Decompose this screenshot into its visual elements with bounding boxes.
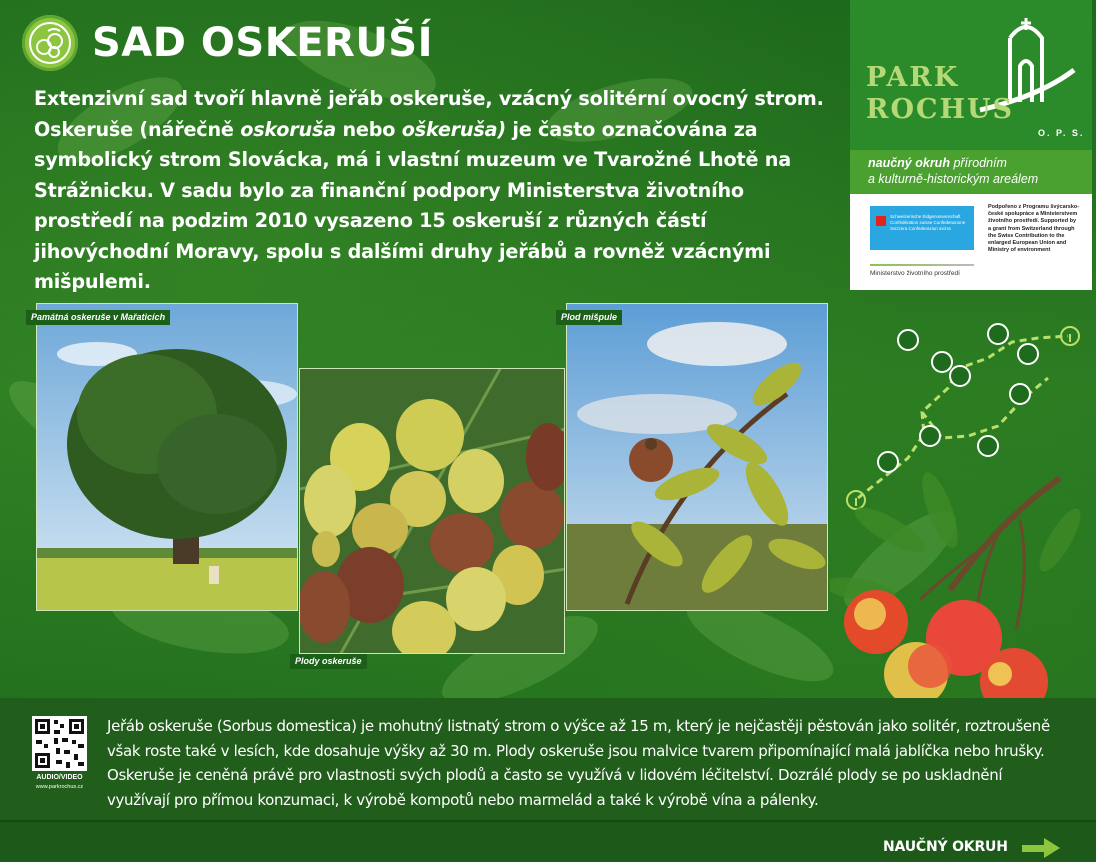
logo-park: PARK [866,62,960,93]
ministry-divider [870,264,974,266]
intro-part2: nebo [335,117,402,141]
intro-text [34,84,834,298]
sponsor-block [864,200,1084,288]
caption-tree: Památná oskeruše v Mařaticích [26,310,170,325]
tagline [850,150,1092,194]
fruit-circle-icon [22,15,78,71]
logo-rochus: ROCHUS [866,94,1015,125]
tree-image [37,304,298,611]
park-rochus-logo [850,0,1092,150]
qr-code[interactable] [32,716,87,771]
photo-fruits [299,368,565,654]
title-row [22,12,433,74]
intro-part3: je často označována za symbolický strom Slovácka, má i vlastní muzeum ve Tvarožné Lhotě na Strážnicku. V sadu bylo za finanční podpory Ministerstva životního prostředí na podzim 2010 vysazeno 15 oskeruší z různých částí jihovýchodní Moravy, spolu s dalšími druhy jeřábů a rovněž vzácnými mišpulemi. [34,117,791,293]
caption-medlar: Plod mišpule [556,310,622,325]
qr-label: AUDIO/VIDEO [36,774,83,781]
logo-ops: O. P. S. [1038,128,1085,138]
support-text: Podpořeno z Programu švýcarsko-české spolupráce a Ministerstvem životního prostředí. Supported by a grant from Switzerland through the Swiss Contribution to the enlarged European Union and Ministry of environment [988,204,1080,254]
swiss-flag-icon [876,216,886,226]
intro-part1: Extenzivní sad tvoří hlavně jeřáb oskeruše, vzácný solitérní ovocný strom. Oskeruše (nářečně [34,87,824,141]
tagline-rest: přírodním [949,156,1007,170]
qr-code-icon [32,716,87,771]
ministry-label: Ministerstvo životního prostředí [870,270,960,277]
swiss-logo [870,206,974,250]
description-text: Jeřáb oskeruše (Sorbus domestica) je mohutný listnatý strom o výšce až 15 m, který je nejčastěji pěstován jako solitér, roztroušeně však roste také v lesích, kde dosahuje výšky až 30 m. Plody oskeruše jsou malvice tvarem připomínající malá jablíčka nebo hrušky. Oskeruše je ceněná právě pro vlastnosti svých plodů a často se využívá v lidovém léčitelství. Dozrálé plody se po uskladnění využívají pro přímou konzumaci, k výrobě kompotů nebo marmelád a také k výrobě vína a pálenky. [107,717,1050,809]
photo-medlar [566,303,828,611]
intro-term1: oskoruša [240,117,336,141]
tagline-bold: naučný okruh [868,156,950,170]
fruits-image [300,369,565,654]
nav-label[interactable]: NAUČNÝ OKRUH [883,839,1008,855]
intro-term2: oškeruša) [401,117,506,141]
logo-panel [850,0,1092,290]
qr-url: www.parkrochus.cz [35,784,84,790]
tagline-line2: a kulturně-historickým areálem [868,172,1039,186]
caption-fruits: Plody oskeruše [290,654,367,669]
medlar-image [567,304,828,611]
page-title: SAD OSKERUŠÍ [92,20,433,66]
photo-tree [36,303,298,611]
rowan-berries-illustration [830,470,1096,700]
right-arrow-icon[interactable] [1022,838,1060,858]
swiss-text: Schweizerische Eidgenossenschaft Confédération suisse Confederazione Svizzera Confederaziun svizra [890,214,966,231]
